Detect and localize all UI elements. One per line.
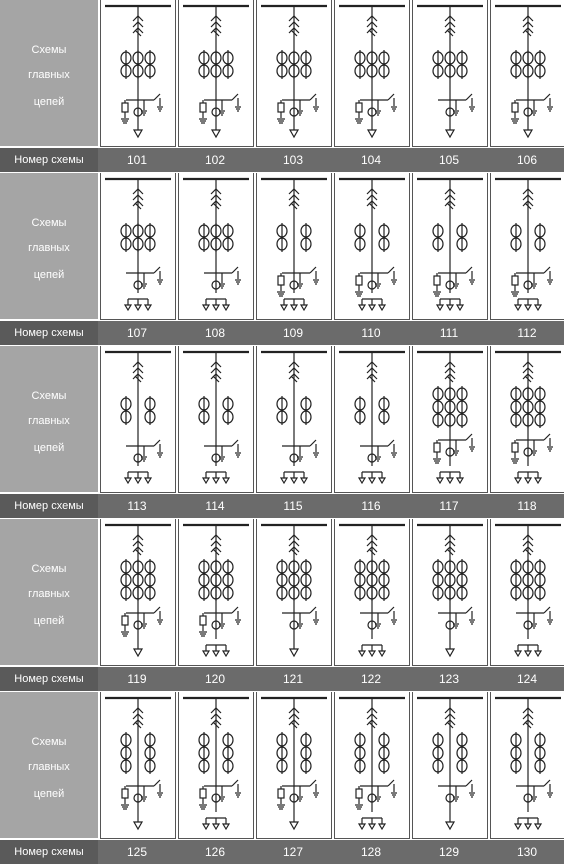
voltage-transformer bbox=[200, 616, 206, 625]
scheme-diagram bbox=[417, 179, 483, 310]
cable-end bbox=[213, 824, 219, 829]
scheme-number: 125 bbox=[126, 845, 148, 859]
scheme-number: 114 bbox=[205, 499, 225, 513]
scheme-diagram bbox=[105, 6, 171, 137]
cable-end bbox=[535, 305, 541, 310]
scheme-number-row bbox=[0, 321, 564, 345]
scheme-number-row bbox=[0, 667, 564, 691]
scheme-number: 129 bbox=[438, 845, 460, 859]
scheme-svg bbox=[413, 519, 487, 665]
scheme-svg bbox=[335, 519, 409, 665]
scheme-diagram bbox=[417, 698, 483, 829]
scheme-number: 108 bbox=[204, 326, 226, 340]
scheme-number: 122 bbox=[360, 672, 382, 686]
earth-switch bbox=[154, 440, 160, 446]
scheme-svg bbox=[491, 173, 564, 319]
earth-switch bbox=[310, 94, 316, 100]
row-label-line: главных bbox=[28, 588, 70, 600]
footer-label: Номер схемы bbox=[0, 321, 98, 345]
cable-end bbox=[134, 822, 142, 829]
cable-end bbox=[457, 305, 463, 310]
earth-switch bbox=[310, 780, 316, 786]
scheme-diagram bbox=[261, 525, 327, 656]
scheme-number: 124 bbox=[516, 672, 538, 686]
earth-switch bbox=[310, 267, 316, 273]
scheme-cell bbox=[412, 173, 488, 320]
scheme-number: 123 bbox=[438, 672, 460, 686]
cable-end bbox=[535, 824, 541, 829]
scheme-diagram bbox=[495, 698, 561, 829]
cable-end bbox=[379, 478, 385, 483]
scheme-svg bbox=[335, 173, 409, 319]
scheme-number: 120 bbox=[204, 672, 226, 686]
scheme-cell bbox=[334, 346, 410, 493]
scheme-cell bbox=[178, 692, 254, 839]
scheme-diagram bbox=[495, 179, 561, 310]
scheme-diagram bbox=[417, 525, 483, 656]
earth-switch bbox=[466, 94, 472, 100]
voltage-transformer bbox=[356, 276, 362, 285]
voltage-transformer bbox=[200, 789, 206, 798]
earth-switch bbox=[388, 94, 394, 100]
scheme-number-row bbox=[0, 840, 564, 864]
cable-end bbox=[437, 478, 443, 483]
scheme-diagram bbox=[183, 179, 249, 310]
scheme-svg bbox=[491, 0, 564, 146]
scheme-svg bbox=[413, 692, 487, 838]
cable-end bbox=[290, 649, 298, 656]
scheme-number: 105 bbox=[438, 153, 460, 167]
voltage-transformer bbox=[122, 789, 128, 798]
scheme-svg bbox=[101, 346, 175, 492]
cable-end bbox=[515, 824, 521, 829]
scheme-diagram bbox=[261, 179, 327, 310]
scheme-cell bbox=[334, 0, 410, 147]
scheme-cell bbox=[256, 346, 332, 493]
scheme-number-row bbox=[0, 494, 564, 518]
scheme-diagram bbox=[261, 698, 327, 829]
voltage-transformer bbox=[356, 789, 362, 798]
earth-switch bbox=[232, 440, 238, 446]
scheme-diagram bbox=[261, 352, 327, 483]
cable-end bbox=[213, 305, 219, 310]
scheme-diagram bbox=[183, 698, 249, 829]
scheme-cell bbox=[412, 346, 488, 493]
cable-end bbox=[135, 305, 141, 310]
earth-switch bbox=[154, 94, 160, 100]
scheme-svg bbox=[491, 519, 564, 665]
cable-end bbox=[301, 478, 307, 483]
scheme-cell bbox=[100, 0, 176, 147]
scheme-cell bbox=[334, 519, 410, 666]
scheme-svg bbox=[179, 519, 253, 665]
row-label-line: главных bbox=[28, 761, 70, 773]
scheme-svg bbox=[101, 173, 175, 319]
scheme-svg bbox=[413, 346, 487, 492]
scheme-number: 111 bbox=[439, 326, 459, 340]
scheme-cell bbox=[178, 346, 254, 493]
scheme-diagram bbox=[417, 6, 483, 137]
cable-end bbox=[379, 651, 385, 656]
scheme-cell bbox=[490, 0, 564, 147]
cable-end bbox=[369, 824, 375, 829]
scheme-diagram bbox=[339, 525, 405, 656]
cable-end bbox=[359, 651, 365, 656]
cable-end bbox=[290, 822, 298, 829]
cable-end bbox=[223, 824, 229, 829]
cable-end bbox=[525, 651, 531, 656]
scheme-svg bbox=[257, 519, 331, 665]
cable-end bbox=[223, 478, 229, 483]
earth-switch bbox=[154, 780, 160, 786]
cable-end bbox=[369, 305, 375, 310]
row-label-cell bbox=[0, 173, 100, 319]
earth-switch bbox=[232, 607, 238, 613]
row-label-line: главных bbox=[28, 242, 70, 254]
scheme-block bbox=[0, 0, 564, 172]
scheme-diagram bbox=[339, 352, 405, 483]
cable-end bbox=[290, 130, 298, 137]
cable-end bbox=[125, 478, 131, 483]
cable-end bbox=[369, 651, 375, 656]
scheme-svg bbox=[179, 692, 253, 838]
row-label-line: цепей bbox=[33, 96, 65, 108]
scheme-number-row bbox=[0, 148, 564, 172]
cable-end bbox=[446, 649, 454, 656]
cable-end bbox=[359, 478, 365, 483]
scheme-number: 101 bbox=[126, 153, 148, 167]
row-label-line: цепей bbox=[33, 788, 65, 800]
scheme-diagram bbox=[339, 698, 405, 829]
cable-end bbox=[223, 305, 229, 310]
scheme-number: 118 bbox=[517, 499, 537, 513]
voltage-transformer bbox=[278, 789, 284, 798]
scheme-cell bbox=[178, 0, 254, 147]
row-label-cell bbox=[0, 346, 100, 492]
scheme-number: 130 bbox=[516, 845, 538, 859]
scheme-number: 126 bbox=[204, 845, 226, 859]
scheme-svg bbox=[413, 173, 487, 319]
scheme-cell bbox=[256, 519, 332, 666]
cable-end bbox=[145, 478, 151, 483]
cable-end bbox=[379, 824, 385, 829]
scheme-cell bbox=[490, 692, 564, 839]
scheme-svg bbox=[101, 692, 175, 838]
row-label-line: Схемы bbox=[31, 736, 67, 748]
cable-end bbox=[203, 651, 209, 656]
scheme-cell bbox=[334, 173, 410, 320]
cable-end bbox=[447, 478, 453, 483]
cable-end bbox=[281, 305, 287, 310]
cable-end bbox=[359, 824, 365, 829]
scheme-number: 107 bbox=[126, 326, 148, 340]
voltage-transformer bbox=[278, 103, 284, 112]
voltage-transformer bbox=[200, 103, 206, 112]
scheme-svg bbox=[335, 692, 409, 838]
row-label-line: Схемы bbox=[31, 563, 67, 575]
scheme-number: 109 bbox=[282, 326, 304, 340]
scheme-cell bbox=[490, 519, 564, 666]
cable-end bbox=[379, 305, 385, 310]
scheme-cell bbox=[334, 692, 410, 839]
cable-end bbox=[525, 478, 531, 483]
earth-switch bbox=[466, 607, 472, 613]
cable-end bbox=[359, 305, 365, 310]
scheme-number: 104 bbox=[360, 153, 382, 167]
row-label-cell bbox=[0, 692, 100, 838]
cable-end bbox=[437, 305, 443, 310]
scheme-cell bbox=[178, 519, 254, 666]
scheme-number: 106 bbox=[516, 153, 538, 167]
earth-switch bbox=[310, 607, 316, 613]
cable-end bbox=[213, 651, 219, 656]
scheme-svg bbox=[257, 692, 331, 838]
scheme-cell bbox=[490, 173, 564, 320]
cable-end bbox=[203, 824, 209, 829]
scheme-svg bbox=[179, 346, 253, 492]
scheme-svg bbox=[101, 0, 175, 146]
scheme-diagram bbox=[417, 352, 483, 483]
earth-switch bbox=[466, 780, 472, 786]
row-label-line: Схемы bbox=[31, 390, 67, 402]
earth-switch bbox=[388, 440, 394, 446]
voltage-transformer bbox=[512, 276, 518, 285]
scheme-svg bbox=[335, 346, 409, 492]
earth-switch bbox=[388, 267, 394, 273]
scheme-block bbox=[0, 346, 564, 518]
scheme-cell bbox=[100, 519, 176, 666]
scheme-svg bbox=[491, 346, 564, 492]
scheme-diagram bbox=[183, 352, 249, 483]
scheme-svg bbox=[179, 173, 253, 319]
scheme-number: 103 bbox=[282, 153, 304, 167]
earth-switch bbox=[388, 607, 394, 613]
earth-switch bbox=[544, 94, 550, 100]
scheme-cell bbox=[178, 173, 254, 320]
earth-switch bbox=[154, 607, 160, 613]
footer-label: Номер схемы bbox=[0, 148, 98, 172]
cable-end bbox=[447, 305, 453, 310]
scheme-svg bbox=[257, 173, 331, 319]
scheme-cell bbox=[412, 0, 488, 147]
voltage-transformer bbox=[434, 443, 440, 452]
scheme-number: 127 bbox=[282, 845, 304, 859]
cable-end bbox=[525, 305, 531, 310]
voltage-transformer bbox=[512, 103, 518, 112]
earth-switch bbox=[310, 440, 316, 446]
cable-end bbox=[213, 478, 219, 483]
earth-switch bbox=[544, 434, 550, 440]
scheme-number: 119 bbox=[127, 672, 147, 686]
scheme-number: 112 bbox=[517, 326, 537, 340]
cable-end bbox=[525, 824, 531, 829]
scheme-cell bbox=[490, 346, 564, 493]
scheme-diagram bbox=[105, 352, 171, 483]
voltage-transformer bbox=[122, 616, 128, 625]
cable-end bbox=[535, 478, 541, 483]
scheme-diagram bbox=[339, 179, 405, 310]
scheme-diagram bbox=[261, 6, 327, 137]
scheme-svg bbox=[101, 519, 175, 665]
cable-end bbox=[515, 305, 521, 310]
earth-switch bbox=[544, 607, 550, 613]
cable-end bbox=[457, 478, 463, 483]
scheme-diagram bbox=[105, 179, 171, 310]
earth-switch bbox=[232, 267, 238, 273]
cable-end bbox=[203, 478, 209, 483]
scheme-cell bbox=[100, 173, 176, 320]
scheme-number: 110 bbox=[361, 326, 381, 340]
earth-switch bbox=[154, 267, 160, 273]
footer-label: Номер схемы bbox=[0, 667, 98, 691]
scheme-diagram bbox=[495, 6, 561, 137]
earth-switch bbox=[544, 267, 550, 273]
scheme-block bbox=[0, 692, 564, 864]
cable-end bbox=[212, 130, 220, 137]
scheme-cell bbox=[256, 692, 332, 839]
scheme-cell bbox=[412, 519, 488, 666]
row-label-line: главных bbox=[28, 69, 70, 81]
row-label-line: главных bbox=[28, 415, 70, 427]
cable-end bbox=[125, 305, 131, 310]
cable-end bbox=[446, 130, 454, 137]
row-label-cell bbox=[0, 0, 100, 146]
scheme-svg bbox=[335, 0, 409, 146]
cable-end bbox=[524, 130, 532, 137]
scheme-cell bbox=[100, 346, 176, 493]
earth-switch bbox=[466, 434, 472, 440]
cable-end bbox=[515, 651, 521, 656]
earth-switch bbox=[544, 780, 550, 786]
scheme-cell bbox=[100, 692, 176, 839]
cable-end bbox=[515, 478, 521, 483]
scheme-svg bbox=[257, 0, 331, 146]
cable-end bbox=[223, 651, 229, 656]
scheme-svg bbox=[179, 0, 253, 146]
scheme-diagram bbox=[495, 525, 561, 656]
row-label-line: цепей bbox=[33, 269, 65, 281]
cable-end bbox=[291, 478, 297, 483]
voltage-transformer bbox=[512, 443, 518, 452]
scheme-svg bbox=[257, 346, 331, 492]
footer-label: Номер схемы bbox=[0, 840, 98, 864]
scheme-diagram bbox=[105, 698, 171, 829]
voltage-transformer bbox=[278, 276, 284, 285]
row-label-line: цепей bbox=[33, 442, 65, 454]
cable-end bbox=[369, 478, 375, 483]
footer-label: Номер схемы bbox=[0, 494, 98, 518]
scheme-diagram bbox=[105, 525, 171, 656]
cable-end bbox=[135, 478, 141, 483]
scheme-number: 116 bbox=[361, 499, 381, 513]
scheme-diagram bbox=[183, 525, 249, 656]
row-label-line: цепей bbox=[33, 615, 65, 627]
scheme-number: 115 bbox=[283, 499, 303, 513]
cable-end bbox=[134, 649, 142, 656]
cable-end bbox=[203, 305, 209, 310]
scheme-svg bbox=[491, 692, 564, 838]
scheme-svg bbox=[413, 0, 487, 146]
scheme-diagram bbox=[339, 6, 405, 137]
cable-end bbox=[281, 478, 287, 483]
earth-switch bbox=[232, 94, 238, 100]
scheme-number: 113 bbox=[127, 499, 147, 513]
cable-end bbox=[535, 651, 541, 656]
earth-switch bbox=[466, 267, 472, 273]
earth-switch bbox=[388, 780, 394, 786]
voltage-transformer bbox=[122, 103, 128, 112]
row-label-line: Схемы bbox=[31, 44, 67, 56]
scheme-number: 117 bbox=[439, 499, 459, 513]
scheme-cell bbox=[256, 173, 332, 320]
scheme-number: 121 bbox=[282, 672, 304, 686]
cable-end bbox=[368, 130, 376, 137]
cable-end bbox=[134, 130, 142, 137]
scheme-number: 102 bbox=[204, 153, 226, 167]
scheme-block bbox=[0, 519, 564, 691]
voltage-transformer bbox=[434, 276, 440, 285]
row-label-cell bbox=[0, 519, 100, 665]
cable-end bbox=[291, 305, 297, 310]
cable-end bbox=[301, 305, 307, 310]
cable-end bbox=[446, 822, 454, 829]
scheme-cell bbox=[412, 692, 488, 839]
earth-switch bbox=[232, 780, 238, 786]
row-label-line: Схемы bbox=[31, 217, 67, 229]
scheme-diagram bbox=[183, 6, 249, 137]
scheme-number: 128 bbox=[360, 845, 382, 859]
scheme-diagram bbox=[495, 352, 561, 483]
scheme-block bbox=[0, 173, 564, 345]
voltage-transformer bbox=[356, 103, 362, 112]
scheme-cell bbox=[256, 0, 332, 147]
cable-end bbox=[145, 305, 151, 310]
